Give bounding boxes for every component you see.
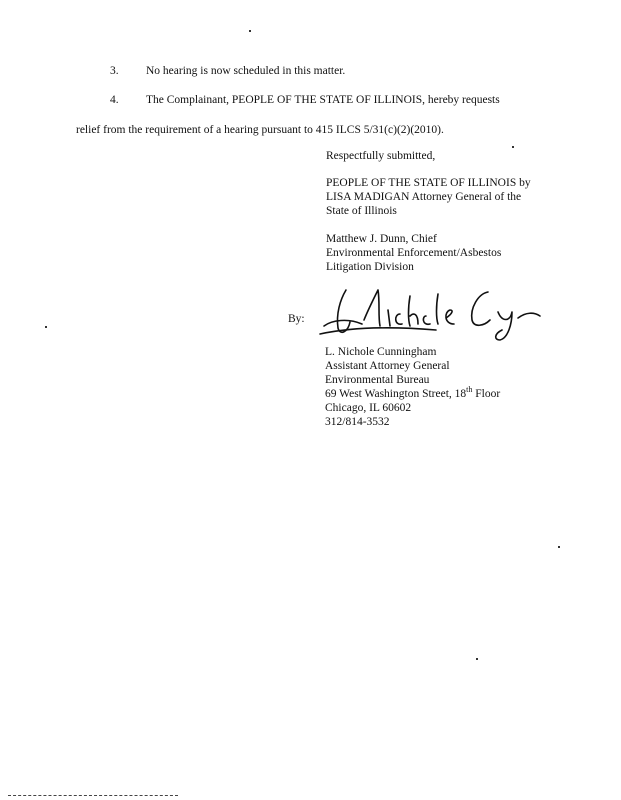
scan-speck <box>45 326 47 328</box>
signatory-title: Assistant Attorney General <box>325 360 450 372</box>
scan-speck <box>476 658 478 660</box>
signatory-phone: 312/814-3532 <box>325 416 390 428</box>
party-block <box>326 176 531 218</box>
item-3-number: 3. <box>110 65 119 77</box>
party-line: LISA MADIGAN Attorney General of the <box>326 191 522 203</box>
by-label: By: <box>288 313 305 325</box>
signatory-address: 69 West Washington Street, 18th Floor <box>325 385 501 400</box>
signatory-bureau: Environmental Bureau <box>325 374 430 386</box>
party-line: State of Illinois <box>326 205 397 217</box>
scan-speck <box>558 546 560 548</box>
chief-line: Environmental Enforcement/Asbestos <box>326 247 502 259</box>
signatory-city: Chicago, IL 60602 <box>325 402 412 414</box>
chief-line: Matthew J. Dunn, Chief <box>326 233 437 245</box>
item-4-continuation: relief from the requirement of a hearing pursuant to 415 ILCS 5/31(c)(2)(2010). <box>76 124 444 136</box>
scan-speck <box>512 146 514 148</box>
item-4-text: The Complainant, PEOPLE OF THE STATE OF ILLINOIS, hereby requests <box>146 94 500 106</box>
footer-rule <box>8 795 178 796</box>
signatory-block <box>325 345 565 429</box>
chief-block <box>326 232 501 274</box>
handwritten-signature <box>318 282 548 344</box>
item-4-number: 4. <box>110 94 119 106</box>
scan-speck <box>249 30 251 32</box>
signatory-name: L. Nichole Cunningham <box>325 346 437 358</box>
item-3-text: No hearing is now scheduled in this matter. <box>146 65 346 77</box>
party-line: PEOPLE OF THE STATE OF ILLINOIS by <box>326 177 531 189</box>
chief-line: Litigation Division <box>326 261 414 273</box>
closing-text: Respectfully submitted, <box>326 150 436 162</box>
